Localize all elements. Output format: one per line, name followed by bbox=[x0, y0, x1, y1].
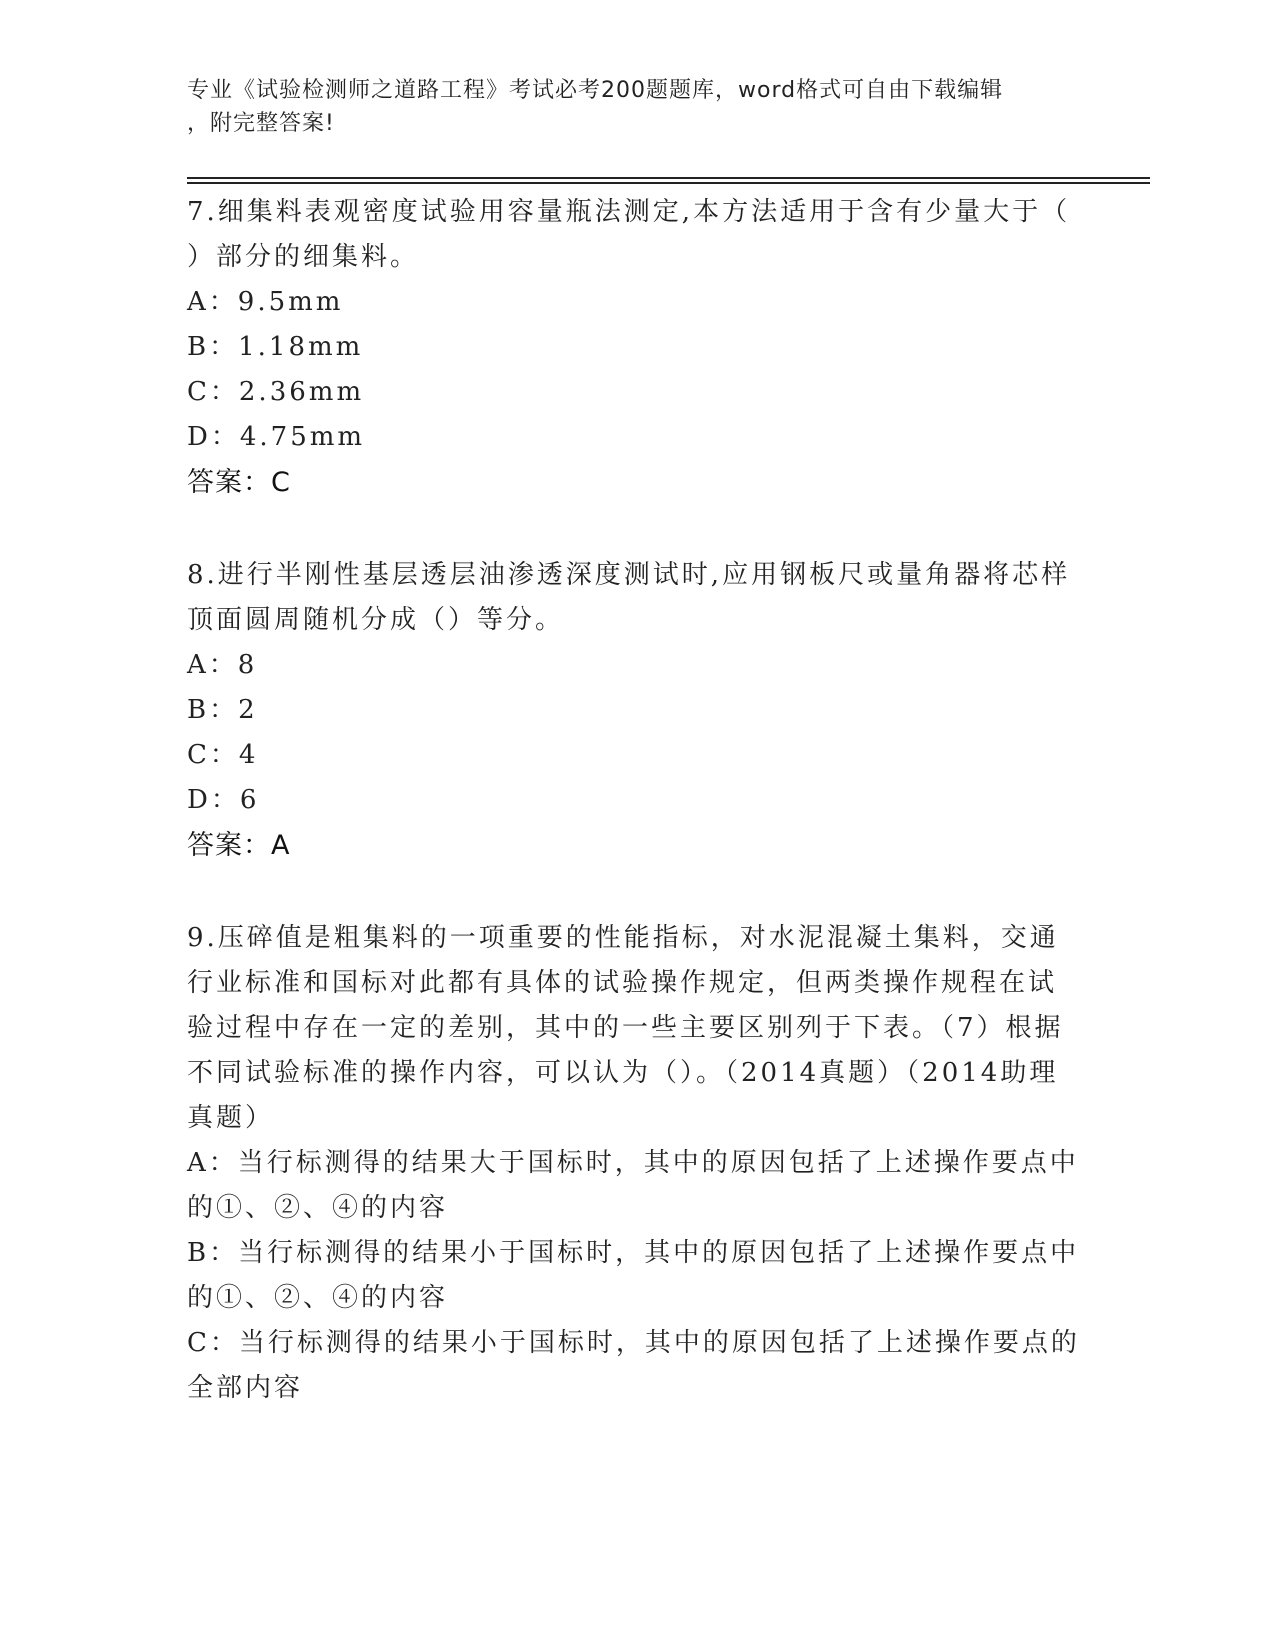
document-header bbox=[187, 74, 1067, 140]
question-stem bbox=[187, 916, 1087, 1141]
question-stem bbox=[187, 553, 1087, 643]
answer-option-line: C：当行标测得的结果小于国标时，其中的原因包括了上述操作要点的 bbox=[187, 1328, 1080, 1358]
answer-option bbox=[187, 1231, 1087, 1321]
answer-option bbox=[187, 415, 1087, 460]
answer-option-line: D：4.75mm bbox=[187, 422, 366, 452]
answer-option bbox=[187, 325, 1087, 370]
question-stem-line: 顶面圆周随机分成（）等分。 bbox=[187, 605, 565, 635]
answer-option bbox=[187, 280, 1087, 325]
answer-option bbox=[187, 1141, 1087, 1231]
question-spacer bbox=[187, 505, 1087, 553]
question-spacer bbox=[187, 868, 1087, 916]
answer-option-line: B：1.18mm bbox=[187, 332, 364, 362]
answer-option bbox=[187, 778, 1087, 823]
answer-option-line: 的①、②、④的内容 bbox=[187, 1283, 449, 1313]
answer-option-line: A：9.5mm bbox=[187, 287, 344, 317]
question-list bbox=[187, 190, 1087, 1411]
question-stem-line: ）部分的细集料。 bbox=[187, 242, 420, 272]
answer-key: 答案：A bbox=[187, 830, 291, 861]
question-stem-line: 行业标准和国标对此都有具体的试验操作规定，但两类操作规程在试 bbox=[187, 968, 1058, 998]
answer-option-line: B：当行标测得的结果小于国标时，其中的原因包括了上述操作要点中 bbox=[187, 1238, 1080, 1268]
question-block bbox=[187, 190, 1087, 505]
header-line: ，附完整答案! bbox=[187, 111, 335, 136]
answer-option-line: C：4 bbox=[187, 740, 259, 770]
header-divider bbox=[187, 177, 1150, 179]
answer-option-line: A：8 bbox=[187, 650, 258, 680]
answer-option-line: 全部内容 bbox=[187, 1373, 304, 1403]
answer-option-line: A：当行标测得的结果大于国标时，其中的原因包括了上述操作要点中 bbox=[187, 1148, 1079, 1178]
answer-option-line: 的①、②、④的内容 bbox=[187, 1193, 449, 1223]
answer-option bbox=[187, 643, 1087, 688]
answer-option-line: B：2 bbox=[187, 695, 258, 725]
question-block bbox=[187, 916, 1087, 1411]
question-stem bbox=[187, 190, 1087, 280]
question-stem-line: 9.压碎值是粗集料的一项重要的性能指标，对水泥混凝土集料，交通 bbox=[187, 923, 1059, 953]
answer-option bbox=[187, 688, 1087, 733]
question-stem-line: 验过程中存在一定的差别，其中的一些主要区别列于下表。（7）根据 bbox=[187, 1013, 1064, 1043]
answer-option bbox=[187, 370, 1087, 415]
question-stem-line: 8.进行半刚性基层透层油渗透深度测试时,应用钢板尺或量角器将芯样 bbox=[187, 560, 1071, 590]
header-line: 专业《试验检测师之道路工程》考试必考200题题库，word格式可自由下载编辑 bbox=[187, 78, 1004, 103]
answer-option-line: C：2.36mm bbox=[187, 377, 365, 407]
answer-option-line: D：6 bbox=[187, 785, 260, 815]
question-stem-line: 真题） bbox=[187, 1103, 275, 1133]
answer-option bbox=[187, 1321, 1087, 1411]
question-stem-line: 不同试验标准的操作内容，可以认为（）。（2014真题）（2014助理 bbox=[187, 1058, 1059, 1088]
answer-option bbox=[187, 733, 1087, 778]
answer-key: 答案：C bbox=[187, 467, 291, 498]
question-stem-line: 7.细集料表观密度试验用容量瓶法测定,本方法适用于含有少量大于（ bbox=[187, 197, 1071, 227]
question-block bbox=[187, 553, 1087, 868]
header-divider bbox=[187, 182, 1150, 184]
